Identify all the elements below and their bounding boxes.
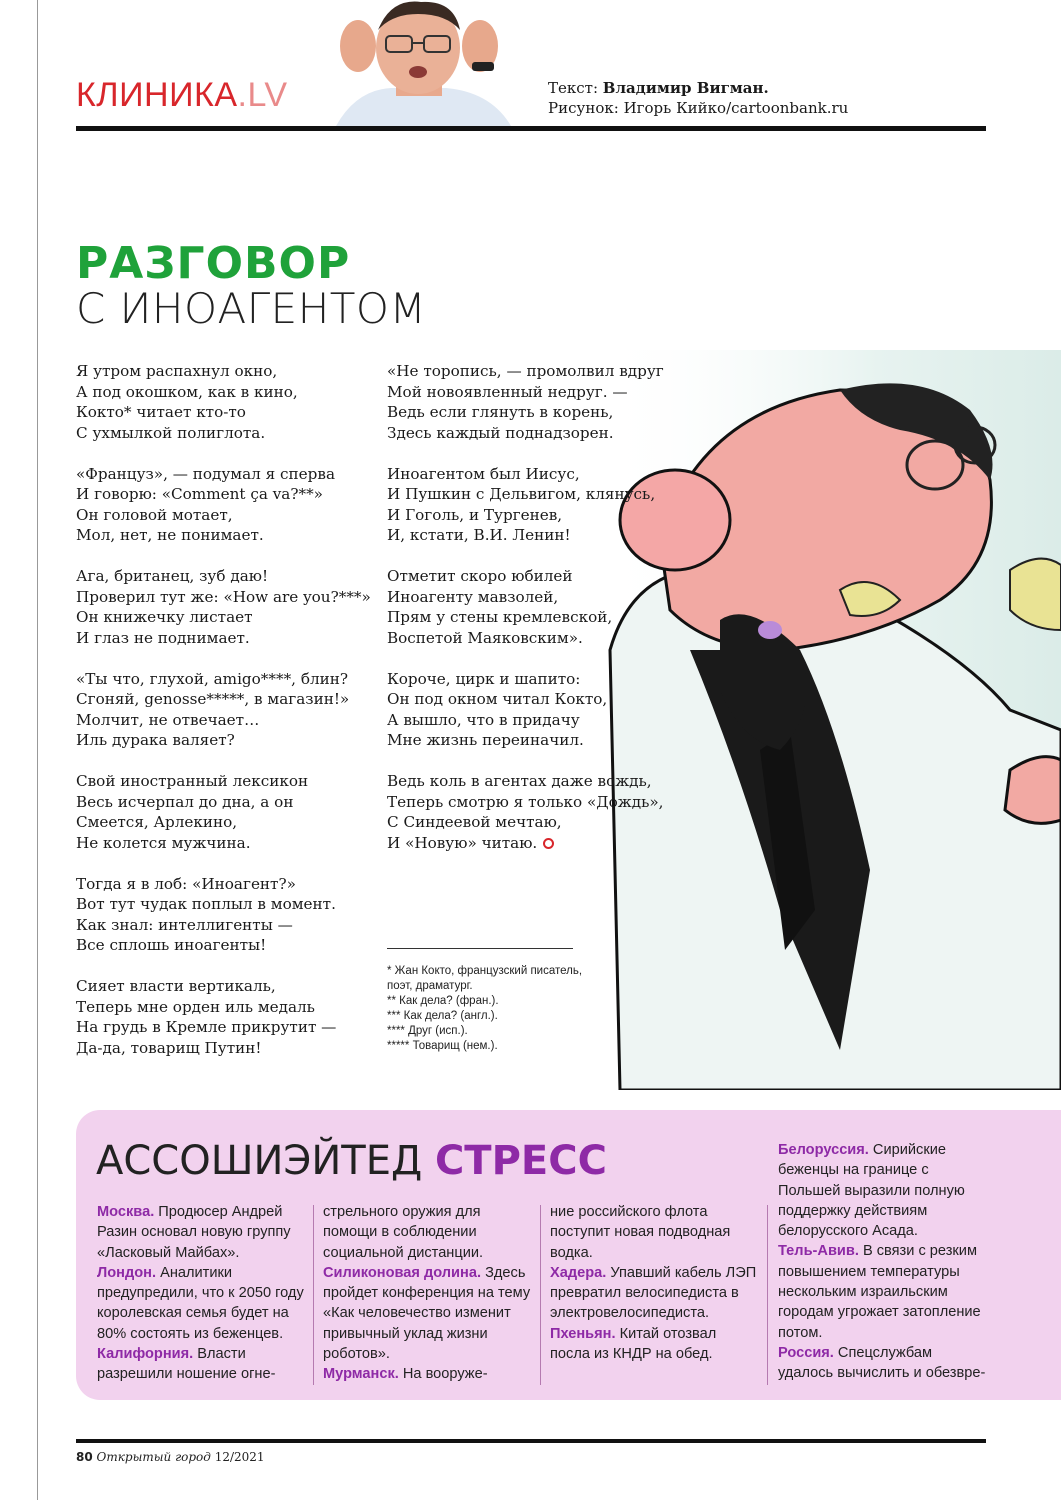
poem-line: Иноагентом был Иисус,: [387, 464, 580, 483]
header-divider: [76, 126, 986, 131]
section-rubric: [76, 76, 288, 115]
news-item: Калифорния. Власти разрешили ношение огне-: [97, 1346, 276, 1383]
poem-line: И «Новую» читаю.: [387, 833, 677, 854]
poem-stanza: [76, 566, 376, 648]
news-column-4: [778, 1140, 988, 1384]
poem-line: Кокто* читает кто-то: [76, 403, 246, 421]
column-divider: [767, 1205, 768, 1385]
footnote: **** Друг (исп.).: [387, 1025, 468, 1037]
poem-column-1: [76, 361, 376, 1079]
poem-line: На грудь в Кремле прикрутит —: [76, 1018, 337, 1036]
news-item: Белоруссия. Сирийские беженцы на границе с Польшей выразили полную поддержку действиям белорусского Асада.: [778, 1142, 965, 1240]
author-name: Владимир Вигман.: [602, 79, 769, 97]
poem-stanza: [76, 771, 376, 853]
poem-line: Ведь коль в агентах даже вождь,: [387, 772, 652, 790]
footnote: * Жан Кокто, французский писатель,: [387, 965, 583, 977]
article-credits: [548, 78, 848, 118]
poem-stanza: [387, 566, 677, 648]
poem-stanza: [387, 771, 677, 853]
news-place: Хадера.: [550, 1264, 607, 1281]
poem-stanza: [387, 464, 677, 546]
news-item: Лондон. Аналитики предупредили, что к 2050 году королевская семья будет на 80% состоять из беженцев.: [97, 1264, 304, 1342]
headline-line-1: РАЗГОВОР: [76, 238, 351, 289]
poem-line: Теперь мне орден иль медаль: [76, 997, 315, 1016]
poem-stanza: [76, 361, 376, 443]
poem-line: Здесь каждый поднадзорен.: [387, 423, 614, 442]
credit-drawing: Рисунок: Игорь Кийко/cartoonbank.ru: [548, 99, 849, 117]
poem-line: Ведь если глянуть в корень,: [387, 403, 614, 421]
poem-line: И, кстати, В.И. Ленин!: [387, 526, 571, 544]
rubric-main: КЛИНИКА: [76, 76, 238, 114]
news-item: Мурманск. На вооруже-: [323, 1366, 488, 1383]
footnote: *** Как дела? (англ.).: [387, 1010, 498, 1022]
poem-line: Ага, британец, зуб даю!: [76, 567, 269, 585]
poem-line: Он под окном читал Кокто,: [387, 690, 608, 708]
poem-line: Воспетой Маяковским».: [387, 628, 583, 647]
news-place: Пхеньян.: [550, 1325, 616, 1342]
poem-line: Сгоняй, genosse*****, в магазин!»: [76, 690, 350, 708]
poem-line: Он головой мотает,: [76, 505, 233, 524]
poem-column-2: [387, 361, 677, 874]
page-footer: [76, 1450, 265, 1464]
poem-line: Мой новоявленный недруг. —: [387, 382, 628, 401]
credit-text: Текст: Владимир Вигман.: [548, 79, 769, 97]
news-place: Лондон.: [97, 1264, 157, 1281]
poem-line: Сияет власти вертикаль,: [76, 977, 276, 995]
poem-line: С Синдеевой мечтаю,: [387, 813, 562, 831]
poem-line: Тогда я в лоб: «Иноагент?»: [76, 874, 296, 893]
news-place: Россия.: [778, 1344, 834, 1361]
issue-number: 12/2021: [214, 1450, 265, 1464]
footer-divider: [76, 1439, 986, 1443]
poem-line: И глаз не поднимает.: [76, 628, 250, 647]
poem-line: «Ты что, глухой, amigo****, блин?: [76, 669, 348, 688]
poem-line: И Пушкин с Дельвигом, клянусь,: [387, 485, 656, 503]
poem-line: Свой иностранный лексикон: [76, 772, 309, 790]
poem-line: Иноагенту мавзолей,: [387, 587, 559, 606]
poem-line: Короче, цирк и шапито:: [387, 669, 581, 688]
poem-stanza: [76, 464, 376, 546]
news-item: Москва. Продюсер Андрей Разин основал новую группу «Ласковый Майбах».: [97, 1204, 291, 1261]
poem-stanza: [387, 361, 677, 443]
poem-line: И Гоголь, и Тургенев,: [387, 505, 563, 524]
poem-line: Теперь смотрю я только «Дождь»,: [387, 792, 664, 811]
news-satire-title: АССОШИЭЙТЕД СТРЕСС: [96, 1138, 607, 1184]
poem-line: Проверил тут же: «How are you?***»: [76, 587, 371, 606]
poem-stanza: [76, 669, 376, 751]
poem-line: И говорю: «Comment ça va?**»: [76, 485, 323, 503]
footnote: ** Как дела? (фран.).: [387, 995, 499, 1007]
column-divider: [540, 1205, 541, 1385]
footnote: ***** Товарищ (нем.).: [387, 1040, 498, 1052]
news-item: стрельного оружия для помощи в соблюдении социальной дистанции.: [323, 1204, 484, 1261]
poem-line: Весь исчерпал до дна, а он: [76, 792, 294, 811]
news-item: Россия. Спецслужбам удалось вычислить и обезвре-: [778, 1344, 986, 1382]
poem-stanza: [76, 874, 376, 956]
illustrator-name: Игорь Кийко/cartoonbank.ru: [623, 99, 849, 117]
poem-line: Мне жизнь переиначил.: [387, 731, 584, 749]
news-item: Хадера. Упавший кабель ЛЭП превратил велосипедиста в электровелосипедиста.: [550, 1264, 757, 1322]
poem-line: Я утром распахнул окно,: [76, 362, 278, 380]
poem-line: С ухмылкой полиглота.: [76, 423, 266, 442]
poem-line: Как знал: интеллигенты —: [76, 915, 293, 934]
author-portrait: [296, 0, 542, 126]
poem-stanza: [387, 669, 677, 751]
headline-line-2: С ИНОАГЕНТОМ: [76, 284, 427, 333]
poem-stanza: [76, 976, 376, 1058]
end-of-article-icon: [543, 838, 554, 849]
poem-line: Он книжечку листает: [76, 608, 253, 626]
column-divider: [313, 1205, 314, 1385]
poem-line: Не колется мужчина.: [76, 833, 251, 852]
news-place: Мурманск.: [323, 1366, 399, 1383]
poem-line: «Не торопись, — промолвил вдруг: [387, 362, 664, 380]
news-place: Белоруссия.: [778, 1142, 869, 1158]
news-place: Москва.: [97, 1204, 155, 1220]
news-place: Тель-Авив.: [778, 1243, 859, 1260]
news-item: Пхеньян. Китай отозвал посла из КНДР на обед.: [550, 1325, 717, 1363]
news-column-2: [323, 1202, 533, 1385]
news-place: Калифорния.: [97, 1346, 194, 1363]
rubric-suffix: .LV: [237, 76, 288, 114]
news-item: ние российского флота поступит новая подводная водка.: [550, 1204, 731, 1261]
footnote: поэт, драматург.: [387, 980, 473, 992]
news-place: Силиконовая долина.: [323, 1264, 482, 1281]
poem-line: Да-да, товарищ Путин!: [76, 1038, 262, 1057]
poem-line: А вышло, что в придачу: [387, 710, 580, 729]
poem-line: «Француз», — подумал я сперва: [76, 464, 335, 483]
poem-line: Отметит скоро юбилей: [387, 567, 573, 585]
poem-line: Прям у стены кремлевской,: [387, 608, 613, 626]
poem-line: Мол, нет, не понимает.: [76, 526, 264, 544]
poem-line: А под окошком, как в кино,: [76, 382, 298, 401]
news-column-3: [550, 1202, 760, 1364]
magazine-name: Открытый город: [96, 1450, 211, 1464]
page-margin-rule: [37, 0, 38, 1500]
news-column-1: [97, 1202, 307, 1385]
page-number: 80: [76, 1450, 93, 1464]
footnotes: [387, 964, 627, 1054]
poem-line: Молчит, не отвечает…: [76, 710, 260, 729]
poem-line: Все сплошь иноагенты!: [76, 936, 267, 954]
poem-line: Смеется, Арлекино,: [76, 813, 238, 831]
poem-line: Иль дурака валяет?: [76, 731, 235, 749]
news-item: Силиконовая долина. Здесь пройдет конференция на тему «Как человечество изменит привычный уклад жизни роботов».: [323, 1264, 531, 1363]
news-item: Тель-Авив. В связи с резким повышением температуры нескольким израильским городам угрожает затопление потом.: [778, 1243, 981, 1341]
footnote-divider: [387, 948, 573, 949]
poem-line: Вот тут чудак поплыл в момент.: [76, 895, 336, 913]
